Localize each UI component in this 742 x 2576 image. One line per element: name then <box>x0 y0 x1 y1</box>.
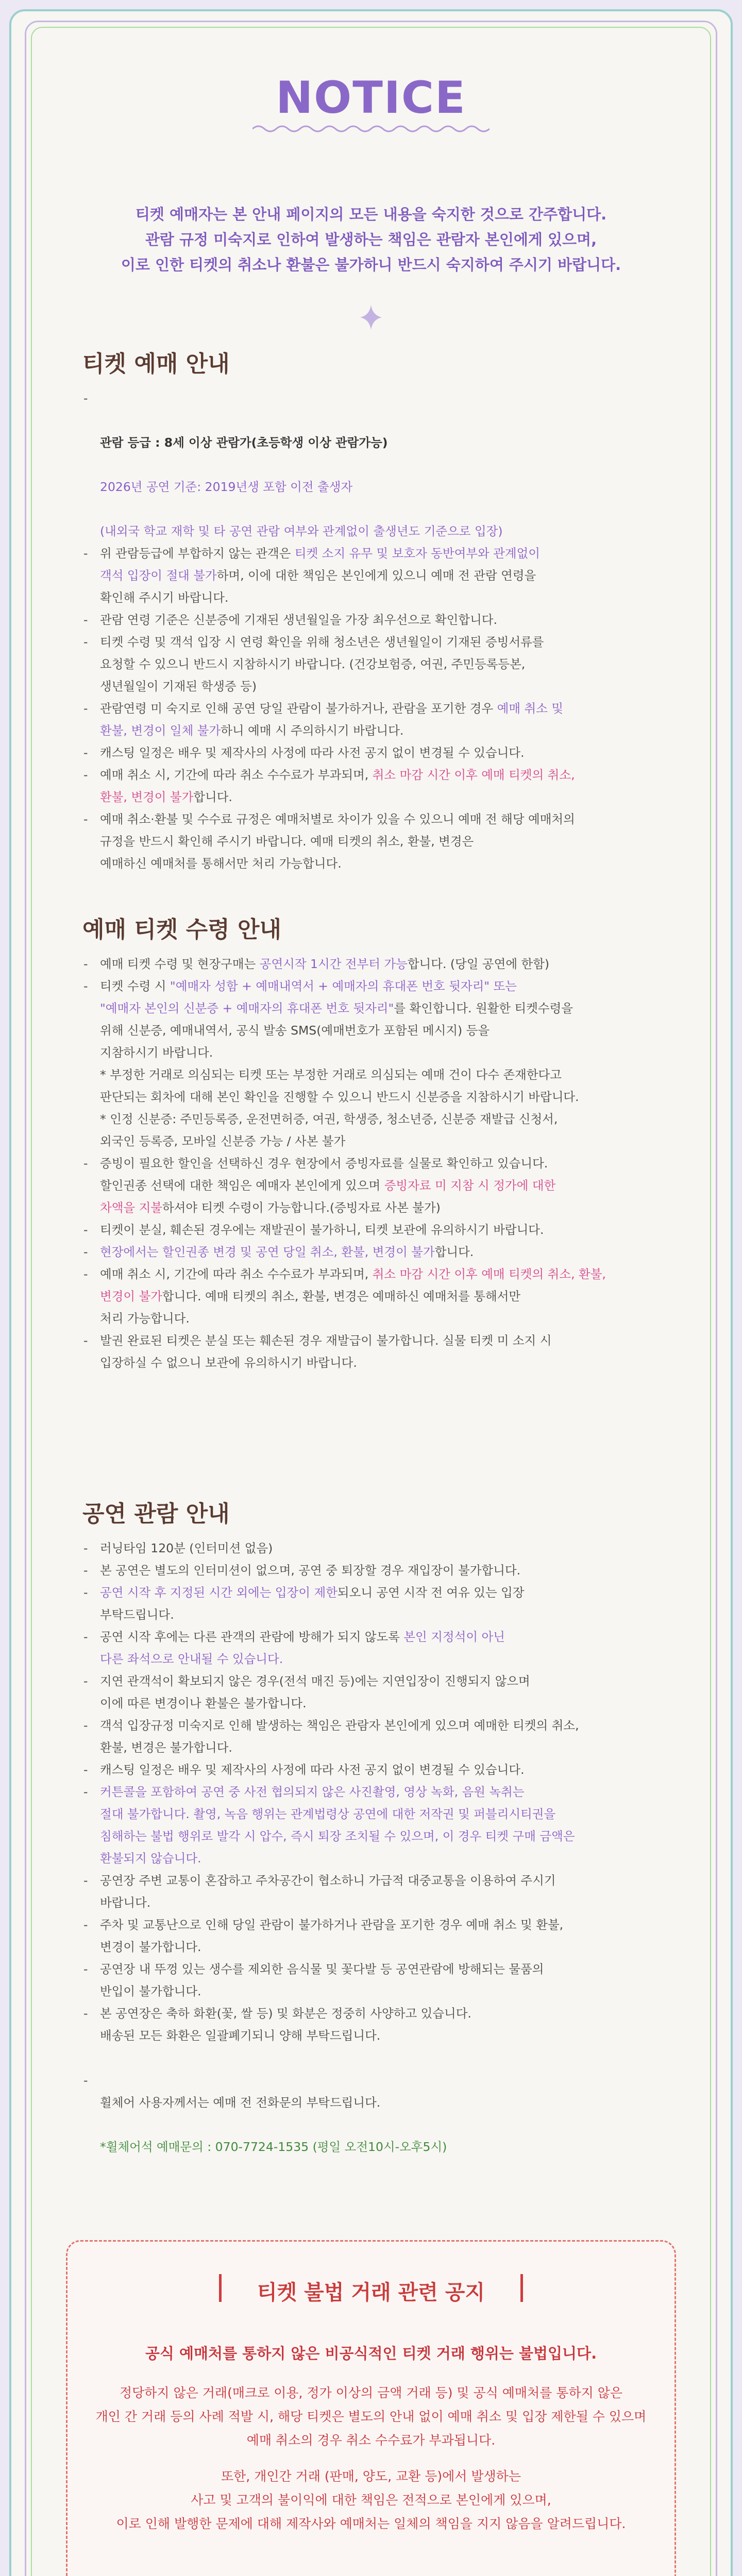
list-item-text: 티켓 수령 시 <box>100 979 170 993</box>
list-item-text: 하셔야 티켓 수령이 가능합니다.(증빙자료 사본 불가) <box>162 1200 441 1215</box>
list-item: - 예매 취소·환불 및 수수료 규정은 예매처별로 차이가 있을 수 있으니 예매 전 해당 예매처의 규정을 반드시 확인해 주시기 바랍니다. 예매 티켓의 취소, 환불, 변경은 예매하신 예매처를 통해서만 처리 가능합니다. <box>83 812 575 871</box>
warning-line: 이로 인해 발행한 문제에 대해 제작사와 예매처는 일체의 책임을 지지 않음을 알려드립니다. <box>116 2516 626 2531</box>
list-item: - 예매 취소 시, 기간에 따라 취소 수수료가 부과되며, 취소 마감 시간 이후 예매 티켓의 취소, 환불, 변경이 불가합니다. 예매 티켓의 취소, 환불, 변경은 예매하신 예매처를 통해서만 처리 가능합니다. <box>83 1267 606 1326</box>
list-item-text: 본인 지정석이 아닌 다른 좌석으로 안내될 수 있습니다. <box>100 1630 505 1666</box>
list-item: - 주차 및 교통난으로 인해 당일 관람이 불가하거나 관람을 포기한 경우 예매 취소 및 환불, 변경이 불가합니다. <box>83 1918 564 1954</box>
list-item: - 티켓 수령 및 객석 입장 시 연령 확인을 위해 청소년은 생년월일이 기재된 증빙서류를 요청할 수 있으니 반드시 지참하시기 바랍니다. (건강보험증, 여권, 주민등록등본, 생년월일이 기재된 학생증 등) <box>83 635 544 693</box>
list-item: - 공연 시작 후 지정된 시간 외에는 입장이 제한되오니 공연 시작 전 여유 있는 입장 부탁드립니다. <box>83 1585 525 1622</box>
list-item-text: 객석 입장규정 미숙지로 인해 발생하는 책임은 관람자 본인에게 있으며 예매한 티켓의 취소, 환불, 변경은 불가합니다. <box>100 1718 579 1755</box>
list-item-text: 주차 및 교통난으로 인해 당일 관람이 불가하거나 관람을 포기한 경우 예매 취소 및 환불, 변경이 불가합니다. <box>100 1918 564 1954</box>
list-item-text: 커튼콜을 포함하여 공연 중 사전 협의되지 않은 사진촬영, 영상 녹화, 음원 녹취는 절대 불가합니다. 촬영, 녹음 행위는 관계법령상 공연에 대한 저작권 및 퍼블리시티권을 침해하는 불법 행위로 발각 시 압수, 즉시 퇴장 조치될 수 있으며, 이 경우 티켓 구매 금액은 환불되지 않습니다. <box>100 1785 575 1866</box>
warning-title: 티켓 불법 거래 관련 공지 <box>257 2281 485 2304</box>
list-item-text: 티켓 수령 및 객석 입장 시 연령 확인을 위해 청소년은 생년월일이 기재된 증빙서류를 요청할 수 있으니 반드시 지참하시기 바랍니다. (건강보험증, 여권, 주민등록등본, 생년월일이 기재된 학생증 등) <box>100 635 544 693</box>
list-item-text: 캐스팅 일정은 배우 및 제작사의 사정에 따라 사전 공지 없이 변경될 수 있습니다. <box>100 1762 525 1777</box>
list-item-text: 본 공연은 별도의 인터미션이 없으며, 공연 중 퇴장할 경우 재입장이 불가합니다. <box>100 1563 521 1578</box>
list-item: - 러닝타임 120분 (인터미션 없음) <box>83 1541 273 1555</box>
list-item-text: 지연 관객석이 확보되지 않은 경우(전석 매진 등)에는 지연입장이 진행되지 않으며 이에 따른 변경이나 환불은 불가합니다. <box>100 1674 530 1710</box>
section-title-pickup: 예매 티켓 수령 안내 <box>82 917 281 943</box>
list-item-text: 하니 예매 시 주의하시기 바랍니다. <box>221 723 404 738</box>
viewing-list <box>82 1537 660 2158</box>
list-item-text: 공연장 주변 교통이 혼잡하고 주차공간이 협소하니 가급적 대중교통을 이용하여 주시기 바랍니다. <box>100 1873 556 1910</box>
list-item-text: 공연 시작 후 지정된 시간 외에는 입장이 제한 <box>100 1585 338 1600</box>
list-item: - 티켓 수령 시 "예매자 성함 + 예매내역서 + 예매자의 휴대폰 번호 뒷자리" 또는 "예매자 본인의 신분증 + 예매자의 휴대폰 번호 뒷자리"를 확인합니다. 원활한 티켓수령을 위해 신분증, 예매내역서, 공식 발송 SMS(예매번호가 포함된 메시지) 등을 지참하시기 바랍니다. * 부정한 거래로 의심되는 티켓 또는 부정한 거래로 의심되는 예매 건이 다수 존재한다고 판단되는 회차에 대해 본인 확인을 진행할 수 있으니 반드시 신분증을 지참하시기 바랍니다. * 인정 신분증: 주민등록증, 운전면허증, 여권, 학생증, 청소년증, 신분증 재발급 신청서, 외국인 등록증, 모바일 신분증 가능 / 사본 불가 <box>83 979 579 1148</box>
list-item-text: 합니다. (당일 공연에 한함) <box>407 957 550 971</box>
intro-text <box>72 202 670 278</box>
list-item: - 본 공연은 별도의 인터미션이 없으며, 공연 중 퇴장할 경우 재입장이 불가합니다. <box>83 1563 521 1578</box>
list-item-text: 취소 마감 시간 이후 예매 티켓의 취소, 환불, 변경이 불가 <box>100 768 575 804</box>
rating-line: (내외국 학교 재학 및 타 공연 관람 여부와 관계없이 출생년도 기준으로 입장) <box>100 524 503 538</box>
list-item: - 현장에서는 할인권종 변경 및 공연 당일 취소, 환불, 변경이 불가합니다. <box>83 1245 474 1259</box>
list-item-text: 합니다. <box>434 1245 474 1259</box>
list-item-text: 관람 연령 기준은 신분증에 기재된 생년월일을 가장 최우선으로 확인합니다. <box>100 613 497 627</box>
list-item: - 티켓이 분실, 훼손된 경우에는 재발권이 불가하니, 티켓 보관에 유의하시기 바랍니다. <box>83 1223 544 1237</box>
list-item-text: 러닝타임 120분 (인터미션 없음) <box>100 1541 273 1555</box>
warning-body <box>82 2381 660 2536</box>
warning-line: 또한, 개인간 거래 (판매, 양도, 교환 등)에서 발생하는 <box>221 2469 521 2484</box>
list-item-text: 관람연령 미 숙지로 인해 공연 당일 관람이 불가하거나, 관람을 포기한 경우 <box>100 701 497 716</box>
list-item: - 공연장 내 뚜껑 있는 생수를 제외한 음식물 및 꽃다발 등 공연관람에 방해되는 물품의 반입이 불가합니다. <box>83 1962 544 1998</box>
wheelchair-note: 휠체어 사용자께서는 예매 전 전화문의 부탁드립니다. <box>100 2095 381 2110</box>
list-item-text: 증빙자료 미 지참 시 정가에 대한 차액을 지불 <box>100 1178 556 1215</box>
list-item: - 관람연령 미 숙지로 인해 공연 당일 관람이 불가하거나, 관람을 포기한 경우 예매 취소 및 환불, 변경이 일체 불가하니 예매 시 주의하시기 바랍니다. <box>83 701 564 738</box>
list-item: - 객석 입장규정 미숙지로 인해 발생하는 책임은 관람자 본인에게 있으며 예매한 티켓의 취소, 환불, 변경은 불가합니다. <box>83 1718 579 1755</box>
list-item-text: 위 관람등급에 부합하지 않는 관객은 <box>100 546 295 561</box>
list-item: - 지연 관객석이 확보되지 않은 경우(전석 매진 등)에는 지연입장이 진행되지 않으며 이에 따른 변경이나 환불은 불가합니다. <box>83 1674 530 1710</box>
list-item-text: 합니다. 예매 티켓의 취소, 환불, 변경은 예매하신 예매처를 통해서만 처리 가능합니다. <box>100 1289 521 1326</box>
warning-line: 정당하지 않은 거래(매크로 이용, 정가 이상의 금액 거래 등) 및 공식 예매처를 통하지 않은 <box>119 2385 622 2400</box>
list-item: - 공연 시작 후에는 다른 관객의 관람에 방해가 되지 않도록 본인 지정석이 아닌 다른 좌석으로 안내될 수 있습니다. <box>83 1630 505 1666</box>
rating-line: 2026년 공연 기준: 2019년생 포함 이전 출생자 <box>100 480 353 494</box>
list-item-text: 발권 완료된 티켓은 분실 또는 훼손된 경우 재발급이 불가합니다. 실물 티켓 미 소지 시 입장하실 수 없으니 보관에 유의하시기 바랍니다. <box>100 1333 552 1370</box>
list-item-text: 합니다. <box>193 790 232 804</box>
list-item: - 증빙이 필요한 할인을 선택하신 경우 현장에서 증빙자료를 실물로 확인하고 있습니다. 할인권종 선택에 대한 책임은 예매자 본인에게 있으며 증빙자료 미 지참 시 정가에 대한 차액을 지불하셔야 티켓 수령이 가능합니다.(증빙자료 사본 불가) <box>83 1156 556 1215</box>
list-item-text: 를 확인합니다. 원활한 티켓수령을 위해 신분증, 예매내역서, 공식 발송 SMS(예매번호가 포함된 메시지) 등을 지참하시기 바랍니다. * 부정한 거래로 의심되는 티켓 또는 부정한 거래로 의심되는 예매 건이 다수 존재한다고 판단되는 회차에 대해 본인 확인을 진행할 수 있으니 반드시 신분증을 지참하시기 바랍니다. * 인정 신분증: 주민등록증, 운전면허증, 여권, 학생증, 청소년증, 신분증 재발급 신청서, 외국인 등록증, 모바일 신분증 가능 / 사본 불가 <box>100 1001 579 1148</box>
list-item: - 본 공연장은 축하 화환(꽃, 쌀 등) 및 화분은 정중히 사양하고 있습니다. 배송된 모든 화환은 일괄폐기되니 양해 부탁드립니다. <box>83 2006 471 2043</box>
pickup-list <box>82 953 660 1374</box>
warning-line: 사고 및 고객의 불이익에 대한 책임은 전적으로 본인에게 있으며, <box>191 2493 551 2507</box>
list-item: - 발권 완료된 티켓은 분실 또는 훼손된 경우 재발급이 불가합니다. 실물 티켓 미 소지 시 입장하실 수 없으니 보관에 유의하시기 바랍니다. <box>83 1333 552 1370</box>
section-title-viewing: 공연 관람 안내 <box>82 1501 230 1527</box>
list-item: - 공연장 주변 교통이 혼잡하고 주차공간이 협소하니 가급적 대중교통을 이용하여 주시기 바랍니다. <box>83 1873 556 1910</box>
list-item: - 캐스팅 일정은 배우 및 제작사의 사정에 따라 사전 공지 없이 변경될 수 있습니다. <box>83 1762 525 1777</box>
warning-line: 예매 취소의 경우 취소 수수료가 부과됩니다. <box>246 2433 496 2448</box>
intro-line: 티켓 예매자는 본 안내 페이지의 모든 내용을 숙지한 것으로 간주합니다. <box>135 206 607 223</box>
wheelchair-contact: *휠체어석 예매문의 : 070-7724-1535 (평일 오전10시-오후5시) <box>100 2140 447 2154</box>
list-item-text: 되오니 공연 시작 전 여유 있는 입장 부탁드립니다. <box>100 1585 525 1622</box>
list-item-text: 공연장 내 뚜껑 있는 생수를 제외한 음식물 및 꽃다발 등 공연관람에 방해되는 물품의 반입이 불가합니다. <box>100 1962 544 1998</box>
warning-lead: 공식 예매처를 통하지 않은 비공식적인 티켓 거래 행위는 불법입니다. <box>145 2345 597 2362</box>
list-item: - 커튼콜을 포함하여 공연 중 사전 협의되지 않은 사진촬영, 영상 녹화, 음원 녹취는 절대 불가합니다. 촬영, 녹음 행위는 관계법령상 공연에 대한 저작권 및 퍼블리시티권을 침해하는 불법 행위로 발각 시 압수, 즉시 퇴장 조치될 수 있으며, 이 경우 티켓 구매 금액은 환불되지 않습니다. <box>83 1785 575 1866</box>
list-item: - 캐스팅 일정은 배우 및 제작사의 사정에 따라 사전 공지 없이 변경될 수 있습니다. <box>83 745 525 760</box>
list-item-text: "예매자 성함 + 예매내역서 + 예매자의 휴대폰 번호 뒷자리" 또는 "예매자 본인의 신분증 + 예매자의 휴대폰 번호 뒷자리" <box>100 979 517 1015</box>
list-item: - 예매 티켓 수령 및 현장구매는 공연시작 1시간 전부터 가능합니다. (당일 공연에 한함) <box>83 957 550 971</box>
list-item-text: 캐스팅 일정은 배우 및 제작사의 사정에 따라 사전 공지 없이 변경될 수 있습니다. <box>100 745 525 760</box>
section-title-booking: 티켓 예매 안내 <box>82 351 230 377</box>
sparkle-icon <box>360 305 382 330</box>
list-item-text: 예매 취소 및 환불, 변경이 일체 불가 <box>100 701 564 738</box>
list-item-text: 예매 취소 시, 기간에 따라 취소 수수료가 부과되며, <box>100 768 373 782</box>
warning-line: 개인 간 거래 등의 사례 적발 시, 해당 티켓은 별도의 안내 없이 예매 취소 및 입장 제한될 수 있으며 <box>95 2409 647 2424</box>
list-item-text: 예매 티켓 수령 및 현장구매는 <box>100 957 260 971</box>
list-item: - 위 관람등급에 부합하지 않는 관객은 티켓 소지 유무 및 보호자 동반여부와 관계없이 객석 입장이 절대 불가하며, 이에 대한 책임은 본인에게 있으니 예매 전 관람 연령을 확인해 주시기 바랍니다. <box>83 546 541 605</box>
list-item-text: 티켓 소지 유무 및 보호자 동반여부와 관계없이 객석 입장이 절대 불가 <box>100 546 541 583</box>
list-item-text: 예매 취소·환불 및 수수료 규정은 예매처별로 차이가 있을 수 있으니 예매 전 해당 예매처의 규정을 반드시 확인해 주시기 바랍니다. 예매 티켓의 취소, 환불, 변경은 예매하신 예매처를 통해서만 처리 가능합니다. <box>100 812 575 871</box>
list-item-text: 증빙이 필요한 할인을 선택하신 경우 현장에서 증빙자료를 실물로 확인하고 있습니다. 할인권종 선택에 대한 책임은 예매자 본인에게 있으며 <box>100 1156 548 1193</box>
list-item: - 휠체어 사용자께서는 예매 전 전화문의 부탁드립니다. *휠체어석 예매문의 : 070-7724-1535 (평일 오전10시-오후5시) <box>83 2073 447 2154</box>
booking-list <box>82 387 660 875</box>
list-item-text: 하며, 이에 대한 책임은 본인에게 있으니 예매 전 관람 연령을 확인해 주시기 바랍니다. <box>100 568 536 605</box>
list-item-text: 공연 시작 후에는 다른 관객의 관람에 방해가 되지 않도록 <box>100 1630 404 1644</box>
list-item-text: 현장에서는 할인권종 변경 및 공연 당일 취소, 환불, 변경이 불가 <box>100 1245 435 1259</box>
list-item-text: 예매 취소 시, 기간에 따라 취소 수수료가 부과되며, <box>100 1267 373 1281</box>
intro-line: 이로 인한 티켓의 취소나 환불은 불가하니 반드시 숙지하여 주시기 바랍니다. <box>121 256 621 274</box>
list-item: - 예매 취소 시, 기간에 따라 취소 수수료가 부과되며, 취소 마감 시간 이후 예매 티켓의 취소, 환불, 변경이 불가합니다. <box>83 768 575 804</box>
list-item-text: 본 공연장은 축하 화환(꽃, 쌀 등) 및 화분은 정중히 사양하고 있습니다. 배송된 모든 화환은 일괄폐기되니 양해 부탁드립니다. <box>100 2006 471 2043</box>
rating-label: 관람 등급 : 8세 이상 관람가(초등학생 이상 관람가능) <box>100 435 388 450</box>
intro-line: 관람 규정 미숙지로 인하여 발생하는 책임은 관람자 본인에게 있으며, <box>145 231 597 248</box>
list-item: - 관람 연령 기준은 신분증에 기재된 생년월일을 가장 최우선으로 확인합니다. <box>83 613 497 627</box>
list-item-text: 취소 마감 시간 이후 예매 티켓의 취소, 환불, 변경이 불가 <box>100 1267 606 1303</box>
list-item-text: 티켓이 분실, 훼손된 경우에는 재발권이 불가하니, 티켓 보관에 유의하시기 바랍니다. <box>100 1223 544 1237</box>
list-item-text: 공연시작 1시간 전부터 가능 <box>259 957 408 971</box>
wave-underline <box>252 124 490 134</box>
notice-title: NOTICE <box>276 72 466 124</box>
list-item: - 관람 등급 : 8세 이상 관람가(초등학생 이상 관람가능) 2026년 공연 기준: 2019년생 포함 이전 출생자 (내외국 학교 재학 및 타 공연 관람 여부와 관계없이 출생년도 기준으로 입장) <box>83 391 503 538</box>
